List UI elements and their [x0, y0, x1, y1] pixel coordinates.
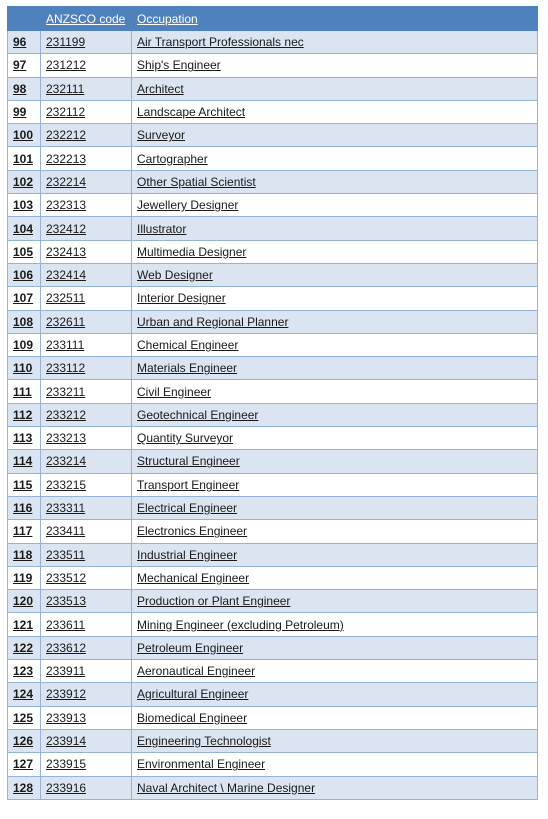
table-row — [8, 357, 538, 380]
row-number: 124 — [8, 683, 41, 706]
table-row — [8, 520, 538, 543]
table-row — [8, 287, 538, 310]
occupation-link[interactable]: Petroleum Engineer — [132, 636, 538, 659]
anzsco-code-link[interactable]: 233411 — [41, 520, 132, 543]
table-row — [8, 683, 538, 706]
occupation-link[interactable]: Structural Engineer — [132, 450, 538, 473]
occupation-link[interactable]: Other Spatial Scientist — [132, 170, 538, 193]
row-number: 123 — [8, 660, 41, 683]
table-row — [8, 753, 538, 776]
table-row — [8, 706, 538, 729]
table-row — [8, 147, 538, 170]
table-row — [8, 543, 538, 566]
table-row — [8, 333, 538, 356]
anzsco-code-link[interactable]: 232412 — [41, 217, 132, 240]
anzsco-code-link[interactable]: 233212 — [41, 403, 132, 426]
table-row — [8, 403, 538, 426]
row-number: 97 — [8, 54, 41, 77]
row-number: 96 — [8, 31, 41, 54]
table-row — [8, 450, 538, 473]
header-occupation: Occupation — [132, 7, 538, 31]
row-number: 103 — [8, 194, 41, 217]
occupation-link[interactable]: Quantity Surveyor — [132, 427, 538, 450]
row-number: 128 — [8, 776, 41, 799]
occupation-link[interactable]: Biomedical Engineer — [132, 706, 538, 729]
table-row — [8, 776, 538, 799]
occupation-link[interactable]: Transport Engineer — [132, 473, 538, 496]
occupation-link[interactable]: Materials Engineer — [132, 357, 538, 380]
anzsco-code-link[interactable]: 233211 — [41, 380, 132, 403]
anzsco-code-link[interactable]: 233511 — [41, 543, 132, 566]
anzsco-code-link[interactable]: 232414 — [41, 263, 132, 286]
row-number: 125 — [8, 706, 41, 729]
header-anzsco-code: ANZSCO code — [41, 7, 132, 31]
occupation-link[interactable]: Naval Architect \ Marine Designer — [132, 776, 538, 799]
anzsco-code-link[interactable]: 233214 — [41, 450, 132, 473]
row-number: 112 — [8, 403, 41, 426]
row-number: 106 — [8, 263, 41, 286]
row-number: 121 — [8, 613, 41, 636]
row-number: 110 — [8, 357, 41, 380]
row-number: 108 — [8, 310, 41, 333]
anzsco-code-link[interactable]: 233611 — [41, 613, 132, 636]
header-row — [8, 7, 538, 31]
occupation-link[interactable]: Industrial Engineer — [132, 543, 538, 566]
row-number: 101 — [8, 147, 41, 170]
table-row — [8, 263, 538, 286]
anzsco-code-link[interactable]: 233914 — [41, 729, 132, 752]
occupation-link[interactable]: Architect — [132, 77, 538, 100]
anzsco-code-link[interactable]: 233215 — [41, 473, 132, 496]
table-row — [8, 380, 538, 403]
anzsco-code-link[interactable]: 233913 — [41, 706, 132, 729]
occupation-link[interactable]: Aeronautical Engineer — [132, 660, 538, 683]
table-row — [8, 170, 538, 193]
occupation-link[interactable]: Ship's Engineer — [132, 54, 538, 77]
anzsco-code-link[interactable]: 231199 — [41, 31, 132, 54]
table-row — [8, 427, 538, 450]
anzsco-code-link[interactable]: 231212 — [41, 54, 132, 77]
anzsco-code-link[interactable]: 233213 — [41, 427, 132, 450]
row-number: 105 — [8, 240, 41, 263]
occupation-link[interactable]: Jewellery Designer — [132, 194, 538, 217]
anzsco-code-link[interactable]: 232611 — [41, 310, 132, 333]
table-row — [8, 194, 538, 217]
anzsco-code-link[interactable]: 232213 — [41, 147, 132, 170]
occupation-link[interactable]: Environmental Engineer — [132, 753, 538, 776]
row-number: 98 — [8, 77, 41, 100]
occupation-link[interactable]: Web Designer — [132, 263, 538, 286]
anzsco-code-link[interactable]: 233912 — [41, 683, 132, 706]
occupation-link[interactable]: Geotechnical Engineer — [132, 403, 538, 426]
table-row — [8, 124, 538, 147]
occupation-link[interactable]: Landscape Architect — [132, 100, 538, 123]
row-number: 118 — [8, 543, 41, 566]
anzsco-code-link[interactable]: 232111 — [41, 77, 132, 100]
table-row — [8, 613, 538, 636]
table-row — [8, 496, 538, 519]
row-number: 115 — [8, 473, 41, 496]
row-number: 111 — [8, 380, 41, 403]
table-row — [8, 310, 538, 333]
table-row — [8, 100, 538, 123]
anzsco-code-link[interactable]: 233112 — [41, 357, 132, 380]
row-number: 116 — [8, 496, 41, 519]
occupation-link[interactable]: Civil Engineer — [132, 380, 538, 403]
occupation-link[interactable]: Mining Engineer (excluding Petroleum) — [132, 613, 538, 636]
occupation-link[interactable]: Agricultural Engineer — [132, 683, 538, 706]
occupation-link[interactable]: Illustrator — [132, 217, 538, 240]
anzsco-code-link[interactable]: 233915 — [41, 753, 132, 776]
row-number: 122 — [8, 636, 41, 659]
anzsco-code-link[interactable]: 232413 — [41, 240, 132, 263]
row-number: 102 — [8, 170, 41, 193]
row-number: 114 — [8, 450, 41, 473]
row-number: 120 — [8, 590, 41, 613]
anzsco-code-link[interactable]: 232511 — [41, 287, 132, 310]
row-number: 127 — [8, 753, 41, 776]
table-row — [8, 660, 538, 683]
occupation-link[interactable]: Urban and Regional Planner — [132, 310, 538, 333]
table-row — [8, 77, 538, 100]
anzsco-code-link[interactable]: 233111 — [41, 333, 132, 356]
table-row — [8, 240, 538, 263]
table-row — [8, 636, 538, 659]
row-number: 99 — [8, 100, 41, 123]
occupation-link[interactable]: Engineering Technologist — [132, 729, 538, 752]
occupation-link[interactable]: Electrical Engineer — [132, 496, 538, 519]
occupation-table — [7, 6, 538, 800]
anzsco-code-link[interactable]: 233911 — [41, 660, 132, 683]
occupation-link[interactable]: Air Transport Professionals nec — [132, 31, 538, 54]
row-number: 104 — [8, 217, 41, 240]
table-row — [8, 729, 538, 752]
occupation-link[interactable]: Surveyor — [132, 124, 538, 147]
anzsco-code-link[interactable]: 232112 — [41, 100, 132, 123]
occupation-link[interactable]: Electronics Engineer — [132, 520, 538, 543]
occupation-link[interactable]: Chemical Engineer — [132, 333, 538, 356]
table-row — [8, 217, 538, 240]
table-row — [8, 54, 538, 77]
anzsco-code-link[interactable]: 233512 — [41, 566, 132, 589]
row-number: 113 — [8, 427, 41, 450]
occupation-link[interactable]: Multimedia Designer — [132, 240, 538, 263]
anzsco-code-link[interactable]: 232214 — [41, 170, 132, 193]
row-number: 119 — [8, 566, 41, 589]
header-number — [8, 7, 41, 31]
anzsco-code-link[interactable]: 232313 — [41, 194, 132, 217]
table-row — [8, 590, 538, 613]
occupation-link[interactable]: Mechanical Engineer — [132, 566, 538, 589]
row-number: 126 — [8, 729, 41, 752]
row-number: 117 — [8, 520, 41, 543]
anzsco-code-link[interactable]: 232212 — [41, 124, 132, 147]
table-body — [8, 31, 538, 800]
anzsco-code-link[interactable]: 233311 — [41, 496, 132, 519]
table-header — [8, 7, 538, 31]
occupation-link[interactable]: Interior Designer — [132, 287, 538, 310]
row-number: 100 — [8, 124, 41, 147]
row-number: 109 — [8, 333, 41, 356]
anzsco-code-link[interactable]: 233612 — [41, 636, 132, 659]
anzsco-code-link[interactable]: 233916 — [41, 776, 132, 799]
anzsco-code-link[interactable]: 233513 — [41, 590, 132, 613]
occupation-link[interactable]: Cartographer — [132, 147, 538, 170]
table-row — [8, 473, 538, 496]
row-number: 107 — [8, 287, 41, 310]
table-row — [8, 566, 538, 589]
table-row — [8, 31, 538, 54]
occupation-link[interactable]: Production or Plant Engineer — [132, 590, 538, 613]
